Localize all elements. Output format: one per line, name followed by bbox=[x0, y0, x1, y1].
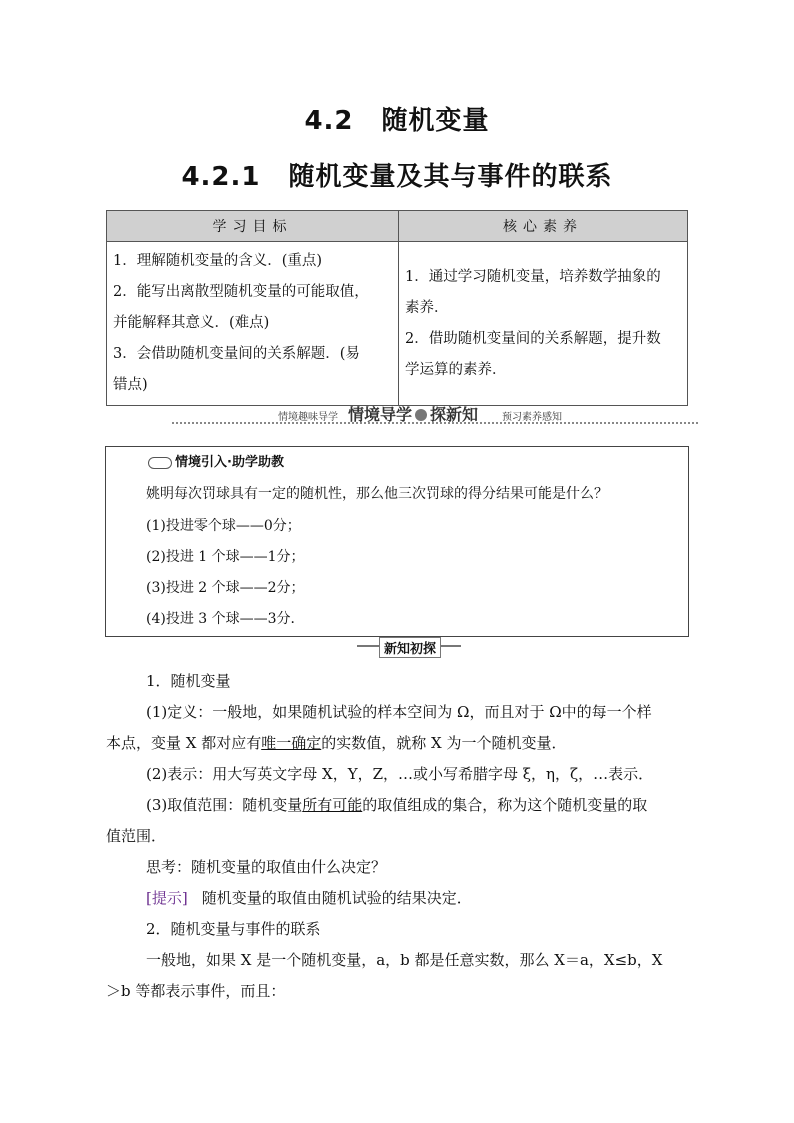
literacy-line: 素养． bbox=[405, 299, 449, 316]
think-question: 思考：随机变量的取值由什么决定？ bbox=[146, 858, 387, 876]
goals-table bbox=[106, 210, 688, 406]
section-number: 4.2 bbox=[304, 106, 354, 136]
representation-line: (2)表示：用大写英文字母 X，Y，Z，…或小写希腊字母 ξ，η，ζ，…表示． bbox=[146, 765, 654, 783]
heading-random-variable: 1．随机变量 bbox=[146, 672, 231, 690]
ball-icon bbox=[415, 409, 427, 421]
header-core-literacy: 核心素养 bbox=[399, 211, 688, 242]
intro-box bbox=[105, 446, 689, 637]
literacy-line: 2．借助随机变量间的关系解题，提升数 bbox=[405, 330, 661, 347]
goal-line: 2．能写出离散型随机变量的可能取值， bbox=[113, 284, 369, 300]
intro-heading bbox=[148, 451, 284, 470]
goal-line: 错点) bbox=[113, 377, 148, 393]
definition-text: 本点，变量 X 都对应有 bbox=[106, 734, 262, 752]
intro-item: (1)投进零个球——0分； bbox=[146, 518, 301, 534]
intro-question: 姚明每次罚球具有一定的随机性，那么他三次罚球的得分结果可能是什么？ bbox=[146, 486, 608, 502]
banner-main-a: 情境导学 bbox=[348, 405, 413, 424]
core-literacy-cell bbox=[399, 242, 688, 406]
subsection-name: 随机变量及其与事件的联系 bbox=[288, 162, 613, 192]
hint-line bbox=[146, 887, 472, 908]
section-name: 随机变量 bbox=[381, 106, 490, 136]
definition-line-1: (1)定义：一般地，如果随机试验的样本空间为 Ω，而且对于 Ω中的每一个样 bbox=[146, 703, 652, 721]
intro-heading-text: 情境引入·助学助教 bbox=[175, 455, 284, 470]
range-line-1 bbox=[146, 794, 647, 815]
goal-line: 并能解释其意义．(难点) bbox=[113, 315, 270, 331]
underlined-term: 所有可能 bbox=[302, 796, 363, 814]
hint-label: [提示] bbox=[146, 889, 188, 907]
relation-line-2: ＞b 等都表示事件，而且： bbox=[106, 982, 286, 1000]
literacy-line: 1．通过学习随机变量，培养数学抽象的 bbox=[405, 268, 661, 285]
range-text: (3)取值范围：随机变量 bbox=[146, 796, 303, 814]
new-knowledge-label: 新知初探 bbox=[379, 637, 441, 658]
range-line-2: 值范围． bbox=[106, 827, 167, 845]
header-learning-goals: 学习目标 bbox=[107, 211, 399, 242]
hint-text: 随机变量的取值由随机试验的结果决定． bbox=[201, 889, 472, 907]
heading-relation: 2．随机变量与事件的联系 bbox=[146, 920, 321, 938]
learning-goals-cell bbox=[107, 242, 399, 406]
goal-line: 3．会借助随机变量间的关系解题．(易 bbox=[113, 346, 360, 362]
banner-left-text: 情境趣味导学 bbox=[278, 412, 338, 423]
subsection-title bbox=[0, 156, 794, 193]
definition-text: 的实数值，就称 X 为一个随机变量． bbox=[321, 734, 567, 752]
goal-line: 1．理解随机变量的含义．(重点) bbox=[113, 253, 323, 269]
intro-item: (2)投进 1 个球——1分； bbox=[146, 549, 305, 565]
definition-line-2 bbox=[106, 732, 566, 753]
intro-item: (4)投进 3 个球——3分． bbox=[146, 611, 305, 627]
range-text: 的取值组成的集合，称为这个随机变量的取 bbox=[362, 796, 648, 814]
relation-line-1: 一般地，如果 X 是一个随机变量，a，b 都是任意实数，那么 X＝a，X≤b，X bbox=[146, 951, 663, 969]
section-title bbox=[0, 100, 794, 137]
section-banner bbox=[172, 404, 698, 424]
banner-main-text bbox=[348, 402, 478, 425]
underlined-term: 唯一确定 bbox=[261, 734, 322, 752]
new-knowledge-tag bbox=[357, 637, 461, 655]
banner-right-text: 预习素养感知 bbox=[502, 412, 562, 423]
intro-item: (3)投进 2 个球——2分； bbox=[146, 580, 305, 596]
banner-main-b: 探新知 bbox=[430, 405, 479, 424]
subsection-number: 4.2.1 bbox=[181, 162, 261, 192]
literacy-line: 学运算的素养． bbox=[405, 361, 507, 378]
lead-in-icon bbox=[148, 457, 172, 469]
